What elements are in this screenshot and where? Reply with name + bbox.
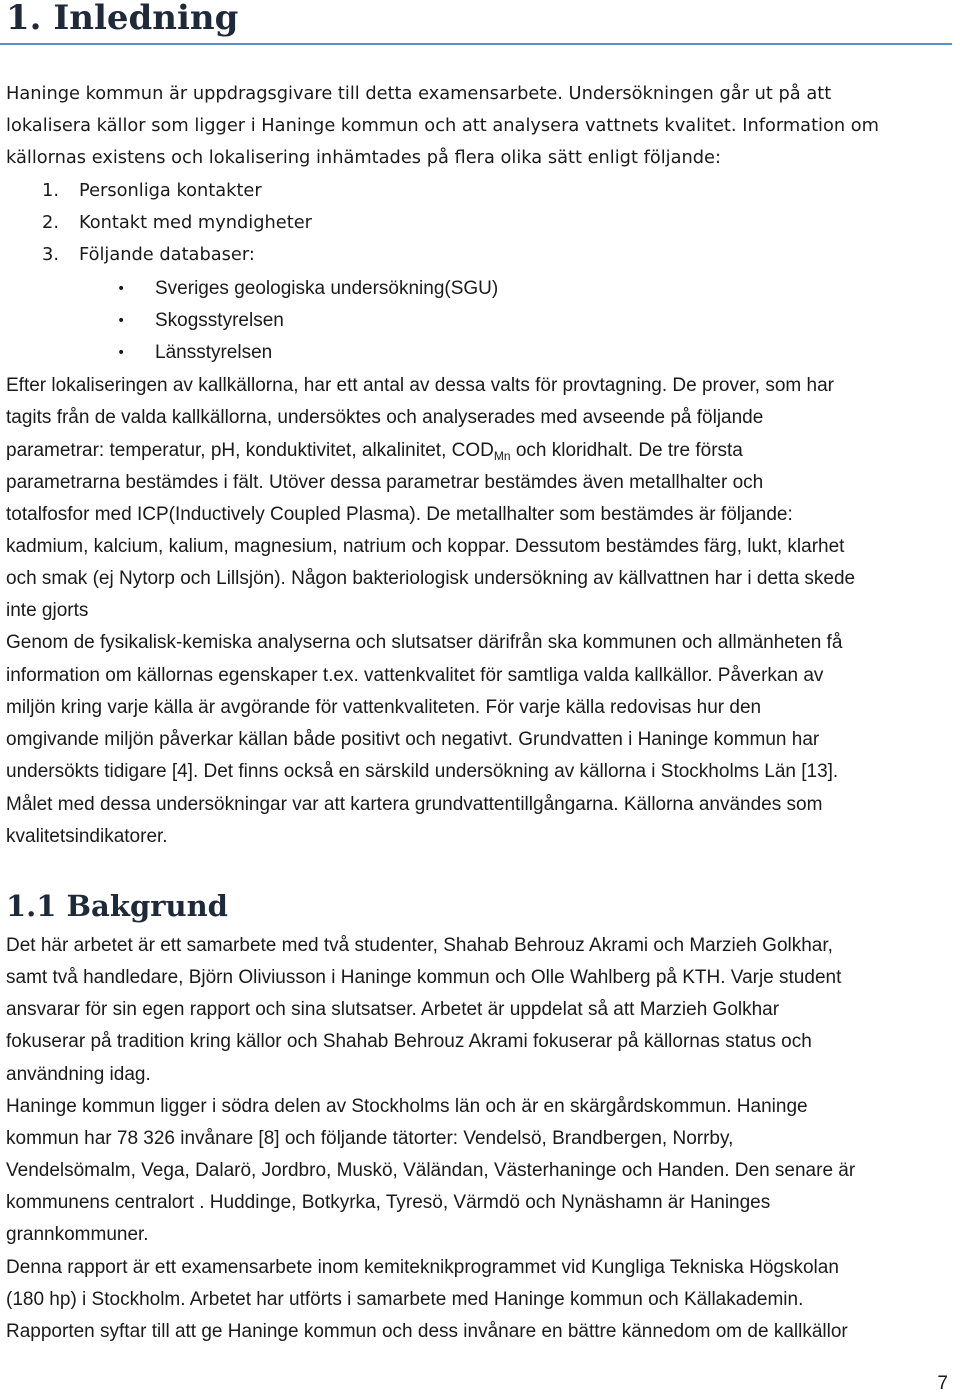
body-line: samt två handledare, Björn Oliviusson i Haninge kommun och Olle Wahlberg på KTH. Varje student xyxy=(6,967,842,988)
list-text: Följande databaser: xyxy=(79,244,255,265)
list-item xyxy=(42,175,262,208)
body-line: kadmium, kalcium, kalium, magnesium, natrium och koppar. Dessutom bestämdes färg, lukt, klarhet xyxy=(6,536,845,557)
body-line: och smak (ej Nytorp och Lillsjön). Någon bakteriologisk undersökning av källvattnen har i detta skede xyxy=(6,568,856,589)
list-number: 2. xyxy=(42,212,59,233)
body-line: Rapporten syftar till att ge Haninge kommun och dess invånare en bättre kännedom om de kallkällor xyxy=(6,1321,848,1342)
chapter-heading: 1. Inledning xyxy=(6,0,239,38)
bullet-marker: • xyxy=(117,313,126,329)
body-line: ansvarar för sin egen rapport och sina slutsatser. Arbetet är uppdelat så att Marzieh Golkhar xyxy=(6,999,780,1020)
list-text: Kontakt med myndigheter xyxy=(79,212,312,233)
body-line: inte gjorts xyxy=(6,600,89,621)
database-item: Länsstyrelsen xyxy=(155,342,273,363)
body-line: Efter lokaliseringen av kallkällorna, har ett antal av dessa valts för provtagning. De prover, som har xyxy=(6,375,834,396)
body-line: miljön kring varje källa är avgörande för vattenkvaliteten. För varje källa redovisas hur den xyxy=(6,697,762,718)
intro-line: Haninge kommun är uppdragsgivare till detta examensarbete. Undersökningen går ut på att xyxy=(6,83,832,104)
body-line: Vendelsömalm, Vega, Dalarö, Jordbro, Muskö, Väländan, Västerhaninge och Handen. Den senare är xyxy=(6,1160,856,1181)
intro-line: källornas existens och lokalisering inhämtades på flera olika sätt enligt följande: xyxy=(6,147,721,168)
subscript: Mn xyxy=(493,449,511,463)
heading-underline xyxy=(0,43,952,45)
body-text: och kloridhalt. De tre första xyxy=(510,440,743,461)
list-text: Personliga kontakter xyxy=(79,180,262,201)
body-line: kommun har 78 326 invånare [8] och följande tätorter: Vendelsö, Brandbergen, Norrby, xyxy=(6,1128,734,1149)
body-line: Denna rapport är ett examensarbete inom kemiteknikprogrammet vid Kungliga Tekniska Högskolan xyxy=(6,1257,839,1278)
body-text: parametrar: temperatur, pH, konduktivitet, alkalinitet, COD xyxy=(6,440,494,461)
body-line: grannkommuner. xyxy=(6,1224,149,1245)
body-line: information om källornas egenskaper t.ex. vattenkvalitet för samtliga valda kallkällor. Påverkan av xyxy=(6,665,824,686)
body-line: totalfosfor med ICP(Inductively Coupled Plasma). De metallhalter som bestämdes är följande: xyxy=(6,504,793,525)
body-line: kvalitetsindikatorer. xyxy=(6,826,168,847)
body-line: Målet med dessa undersökningar var att kartera grundvattentillgångarna. Källorna användes som xyxy=(6,794,823,815)
bullet-marker: • xyxy=(117,281,126,297)
page-number: 7 xyxy=(937,1373,948,1394)
body-line: (180 hp) i Stockholm. Arbetet har utförts i samarbete med Haninge kommun och Källakademin. xyxy=(6,1289,804,1310)
list-number: 3. xyxy=(42,244,59,265)
body-line: parametrarna bestämdes i fält. Utöver dessa parametrar bestämdes även metallhalter och xyxy=(6,472,764,493)
body-line: Genom de fysikalisk-kemiska analyserna och slutsatser därifrån ska kommunen och allmänheten få xyxy=(6,632,843,653)
body-line xyxy=(6,435,743,468)
body-line: Det här arbetet är ett samarbete med två studenter, Shahab Behrouz Akrami och Marzieh Golkhar, xyxy=(6,935,833,956)
section-heading: 1.1 Bakgrund xyxy=(6,889,228,923)
body-line: undersökts tidigare [4]. Det finns också en särskild undersökning av källorna i Stockholms Län [13]. xyxy=(6,761,839,782)
body-line: omgivande miljön påverkar källan både positivt och negativt. Grundvatten i Haninge kommun har xyxy=(6,729,820,750)
body-line: kommunens centralort . Huddinge, Botkyrka, Tyresö, Värmdö och Nynäshamn är Haninges xyxy=(6,1192,771,1213)
body-line: Haninge kommun ligger i södra delen av Stockholms län och är en skärgårdskommun. Haninge xyxy=(6,1096,808,1117)
body-line: fokuserar på tradition kring källor och Shahab Behrouz Akrami fokuserar på källornas status och xyxy=(6,1031,812,1052)
list-item xyxy=(42,239,255,272)
list-item xyxy=(42,207,312,240)
body-line: användning idag. xyxy=(6,1064,151,1085)
bullet-marker: • xyxy=(117,345,126,361)
database-item: Sveriges geologiska undersökning(SGU) xyxy=(155,278,499,299)
database-item: Skogsstyrelsen xyxy=(155,310,284,331)
list-number: 1. xyxy=(42,180,59,201)
body-line: tagits från de valda kallkällorna, undersöktes och analyserades med avseende på följande xyxy=(6,407,764,428)
intro-line: lokalisera källor som ligger i Haninge kommun och att analysera vattnets kvalitet. Information om xyxy=(6,115,879,136)
